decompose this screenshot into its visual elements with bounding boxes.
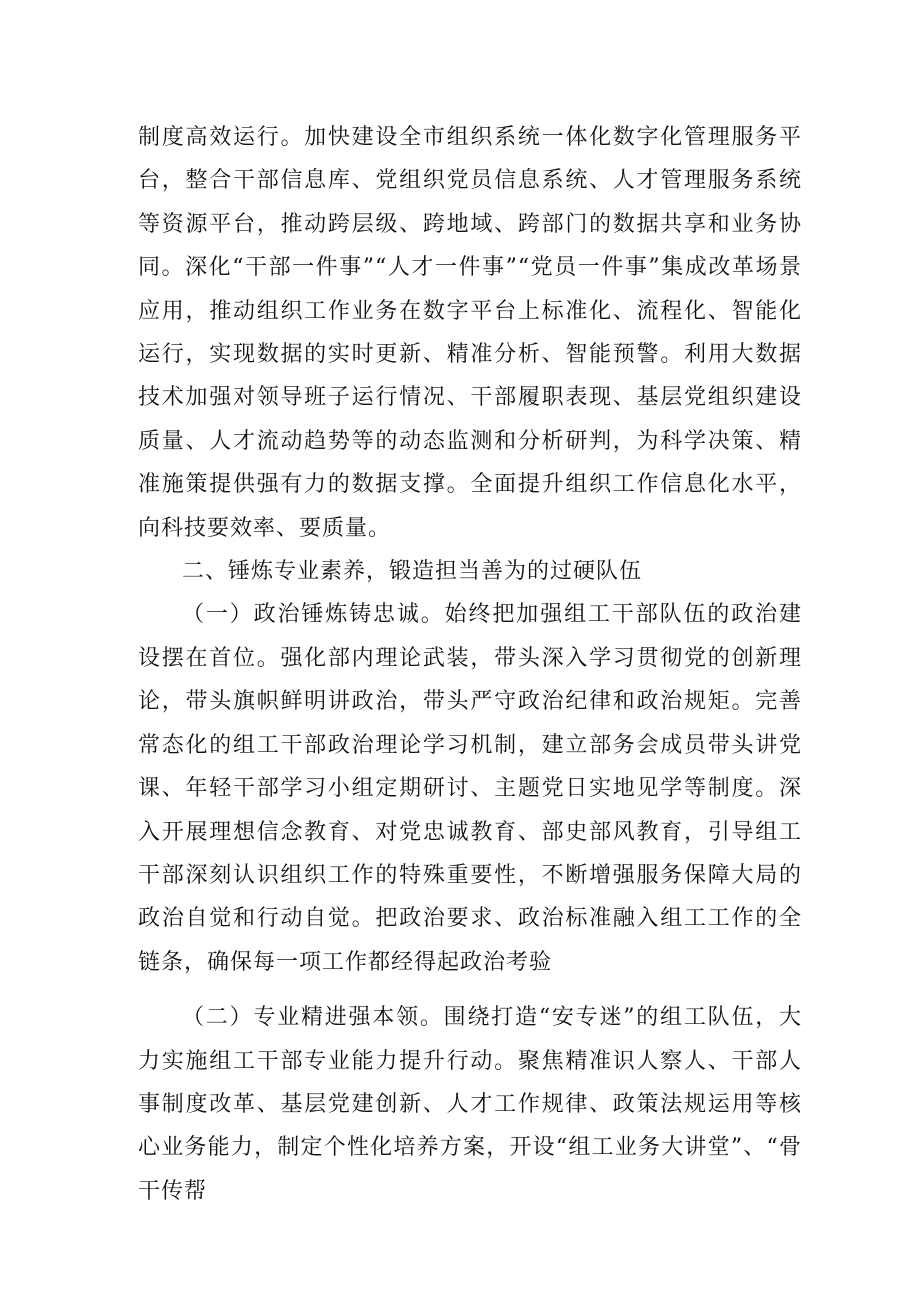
section-heading: 二、锤炼专业素养，锻造担当善为的过硬队伍 [182,559,643,585]
paragraph-professional-skills: （二）专业精进强本领。围绕打造“安专迷”的组工队伍，大力实施组工干部专业能力提升行动。聚焦精准识人察人、干部人事制度改革、基层党建创新、人才工作规律、政策法规运用等核心业务能力，制定个性化培养方案，开设“组工业务大讲堂”、“骨干传帮 [138,1005,802,1204]
paragraph-political-loyalty: （一）政治锤炼铸忠诚。始终把加强组工干部队伍的政治建设摆在首位。强化部内理论武装，带头深入学习贯彻党的创新理论，带头旗帜鲜明讲政治，带头严守政治纪律和政治规矩。完善常态化的组工干部政治理论学习机制，建立部务会成员带头讲党课、年轻干部学习小组定期研讨、主题党日实地见学等制度。深入开展理想信念教育、对党忠诚教育、部史部风教育，引导组工干部深刻认识组织工作的特殊重要性，不断增强服务保障大局的政治自觉和行动自觉。把政治要求、政治标准融入组工工作的全链条，确保每一项工作都经得起政治考验 [138,602,802,975]
paragraph-continuation: 制度高效运行。加快建设全市组织系统一体化数字化管理服务平台，整合干部信息库、党组织党员信息系统、人才管理服务系统等资源平台，推动跨层级、跨地域、跨部门的数据共享和业务协同。深化“干部一件事”“人才一件事”“党员一件事”集成改革场景应用，推动组织工作业务在数字平台上标准化、流程化、智能化运行，实现数据的实时更新、精准分析、智能预警。利用大数据技术加强对领导班子运行情况、干部履职表现、基层党组织建设质量、人才流动趋势等的动态监测和分析研判，为科学决策、精准施策提供强有力的数据支撑。全面提升组织工作信息化水平，向科技要效率、要质量。 [138,125,802,541]
paragraph-spacer [138,984,802,996]
document-body [138,116,802,1213]
